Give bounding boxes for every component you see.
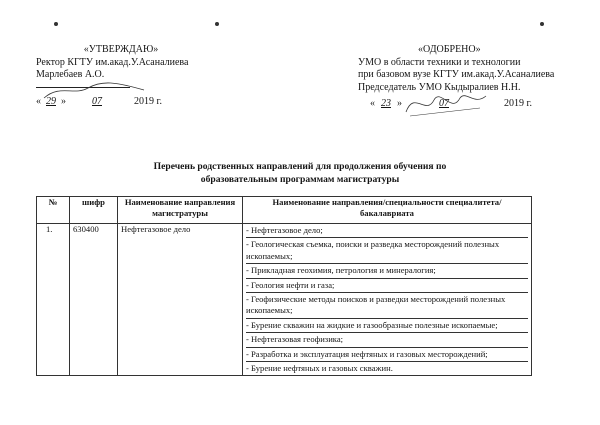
- endorsement-line3: Председатель УМО Кыдыралиев Н.Н.: [358, 81, 521, 93]
- page-mark-center: [215, 22, 219, 26]
- approval-date-month: 07: [92, 95, 102, 107]
- header-spec: Наименование направления/специальности специалитета/бакалавриата: [243, 197, 532, 224]
- related-programs-table: [36, 196, 532, 376]
- approval-heading: «УТВЕРЖДАЮ»: [83, 44, 159, 55]
- row-code: 630400: [70, 224, 118, 376]
- endorsement-heading: «ОДОБРЕНО»: [418, 44, 481, 55]
- endorsement-line2: при базовом вузе КГТУ им.акад.У.Асаналиева: [358, 69, 555, 81]
- table-header-row: [37, 197, 532, 224]
- header-num: №: [37, 197, 70, 224]
- approval-rector-line: Ректор КГТУ им.акад.У.Асаналиева: [36, 56, 189, 68]
- approval-rector-name: Марлебаев А.О.: [36, 69, 105, 81]
- spec-item: - Геофизические методы поисков и разведки месторождений полезных ископаемых;: [246, 293, 528, 319]
- document-title-line1: Перечень родственных направлений для продолжения обучения по: [153, 161, 447, 172]
- document-title-line2: образовательным программам магистратуры: [200, 174, 400, 185]
- document-title: [0, 160, 600, 186]
- approval-date-year: 2019 г.: [134, 95, 162, 107]
- spec-item: - Геология нефти и газа;: [246, 279, 528, 293]
- row-num: 1.: [37, 224, 70, 376]
- spec-item: - Разработка и эксплуатация нефтяных и газовых месторождений;: [246, 348, 528, 362]
- approval-date: « 29 » 07 2019 г.: [36, 95, 162, 107]
- endorsement-date-month: 07: [439, 98, 449, 110]
- spec-item: - Бурение скважин на жидкие и газообразные полезные ископаемые;: [246, 319, 528, 333]
- chairman-signature-image: [400, 86, 490, 120]
- page-mark-right: [540, 22, 544, 26]
- spec-item: - Геологическая съемка, поиски и разведка месторождений полезных ископаемых;: [246, 238, 528, 264]
- spec-item: - Прикладная геохимия, петрология и минералогия;: [246, 264, 528, 278]
- page-mark-left: [54, 22, 58, 26]
- endorsement-date-day: 23: [381, 98, 391, 110]
- row-spec-list: [243, 224, 532, 376]
- endorsement-line1: УМО в области техники и технологии: [358, 56, 521, 68]
- header-code: шифр: [70, 197, 118, 224]
- spec-item: - Нефтегазовая геофизика;: [246, 333, 528, 347]
- spec-item: - Бурение нефтяных и газовых скважин.: [246, 363, 393, 374]
- endorsement-date: « 23 » 07 2019 г.: [370, 98, 532, 110]
- table-row: [37, 224, 532, 376]
- row-master-name: Нефтегазовое дело: [118, 224, 243, 376]
- endorsement-date-year: 2019 г.: [504, 98, 532, 110]
- approval-date-day: 29: [46, 95, 56, 107]
- spec-item: - Нефтегазовое дело;: [246, 224, 528, 238]
- header-master: Наименование направления магистратуры: [118, 197, 243, 224]
- rector-signature-image: [40, 78, 150, 104]
